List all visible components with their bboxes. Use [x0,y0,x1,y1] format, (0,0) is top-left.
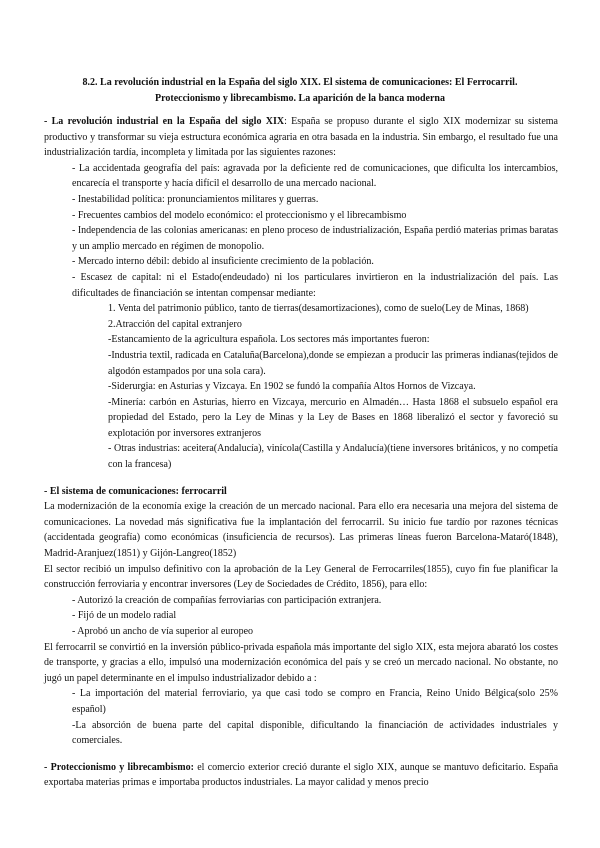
measure-foreign-capital: 2.Atracción del capital extranjero [108,318,242,330]
sector-mining: -Minería: carbón en Asturias, hierro en Vizcaya, mercurio en Almadén… Hasta 1868 el subsuelo español era propiedad del Estado, pero la Ley de Minas y la Ley de Bases en 1868 liberalizó el sector y favoreció su explotación por inversores extranjeros [108,396,558,439]
measure-agriculture: -Estancamiento de la agricultura española. Los sectores más importantes fueron: [108,334,430,346]
section-3-heading: - Proteccionismo y librecambismo: [44,761,194,773]
railway-limit-1: - La importación del material ferroviario, ya que casi todo se compro en Francia, Reino Unido Bélgica(solo 25% español) [72,688,558,715]
reason-economic-model: - Frecuentes cambios del modelo económico: el proteccionismo y el librecambismo [72,209,407,221]
section-3-paragraph: - Proteccionismo y librecambismo: el comercio exterior creció durante el siglo XIX, aunque se mantuvo deficitario. España exportaba materias primas e importaba productos industriales. La mayor calidad y menos precio [44,761,559,789]
railway-law-item-1: - Autorizó la creación de compañías ferroviarias con participación extranjera. [72,594,382,606]
sector-other: - Otras industrias: aceitera(Andalucía), vinícola(Castilla y Andalucía)(tiene inversores británicos, y no competía con la francesa) [108,443,558,471]
section-industrial-revolution [44,114,558,791]
railway-paragraph-3: El ferrocarril se convirtió en la inversión público-privada española más importante del siglo XIX, esta mejora abarató los costes de transporte, y gracias a ello, impulsó una modernización económica del país y se creó un mercado nacional. No obstante, no jugó un papel determinante en el impulso industrializador debido a : [44,641,558,684]
railway-limit-2: -La absorción de buena parte del capital disponible, dificultando la financiación de actividades industriales y comerciales. [72,719,558,747]
sector-textile: -Industria textil, radicada en Cataluña(Barcelona),donde se empiezan a producir las primeras indianas(tejidos de algodón estampados por una sola cara). [108,349,558,377]
measure-sale-patrimony: 1. Venta del patrimonio público, tanto de tierras(desamortizaciones), como de suelo(Ley de Minas, 1868) [108,303,529,315]
title-line-2: Proteccionismo y librecambismo. La aparición de la banca moderna [155,93,445,104]
reason-colonies: - Independencia de las colonias americanas: en pleno proceso de industrialización, España perdió materias primas baratas y un amplio mercado en régimen de monopolio. [72,225,558,252]
sector-steel: -Siderurgia: en Asturias y Vizcaya. En 1902 se fundó la compañía Altos Hornos de Vizcaya. [108,381,476,393]
title-line-1: 8.2. La revolución industrial en la España del siglo XIX. El sistema de comunicaciones: El Ferrocarril. [82,77,518,88]
section-2-heading: - El sistema de comunicaciones: ferrocarril [44,485,227,497]
reason-geography: - La accidentada geografía del país: agravada por la deficiente red de comunicaciones, que dificulta los intercambios, encarecía el transporte y hacía difícil el desarrollo de una mercado nacional. [72,162,558,190]
section-1-heading: - La revolución industrial en la España del siglo XIX [44,116,285,127]
railway-paragraph-1: La modernización de la economía exige la creación de un mercado nacional. Para ello era necesaria una mejora del sistema de comunicaciones. La novedad más significativa fue la implantación del ferrocarril. Su inicio fue tardío por razones técnicas (accidentada geografía) como económicas (insuficiencia de recursos). Las primeras líneas fueron Barcelona-Mataró(1848), Madrid-Aranjuez(1851) y Gijón-Langreo(1852) [44,501,558,560]
reason-political: - Inestabilidad política: pronunciamientos militares y guerras. [72,193,319,205]
railway-law-item-2: - Fijó de un modelo radial [72,610,177,622]
document-title [40,75,560,107]
section-1-intro: - La revolución industrial en la España del siglo XIX: España se propuso durante el siglo XIX modernizar su sistema productivo y transformar su vieja estructura económica agraria en otra basada en la industria. Sin embargo, el resultado fue una industrialización tardía, incompleta y limitada por las siguientes razones: [44,116,558,159]
railway-law-item-3: - Aprobó un ancho de vía superior al europeo [72,626,254,637]
railway-paragraph-2: El sector recibió un impulso definitivo con la aprobación de la Ley General de Ferrocarriles(1855), cuyo fin fue planificar la construcción ferroviaria y encontrar inversores (Ley de Sociedades de Crédito, 1856), para ello: [44,563,558,591]
reason-capital: - Escasez de capital: ni el Estado(endeudado) ni los particulares invirtieron en la industrialización del país. Las dificultades de financiación se intentan compensar mediante: [72,271,558,299]
reason-market: - Mercado interno débil: debido al insuficiente crecimiento de la población. [72,256,374,268]
